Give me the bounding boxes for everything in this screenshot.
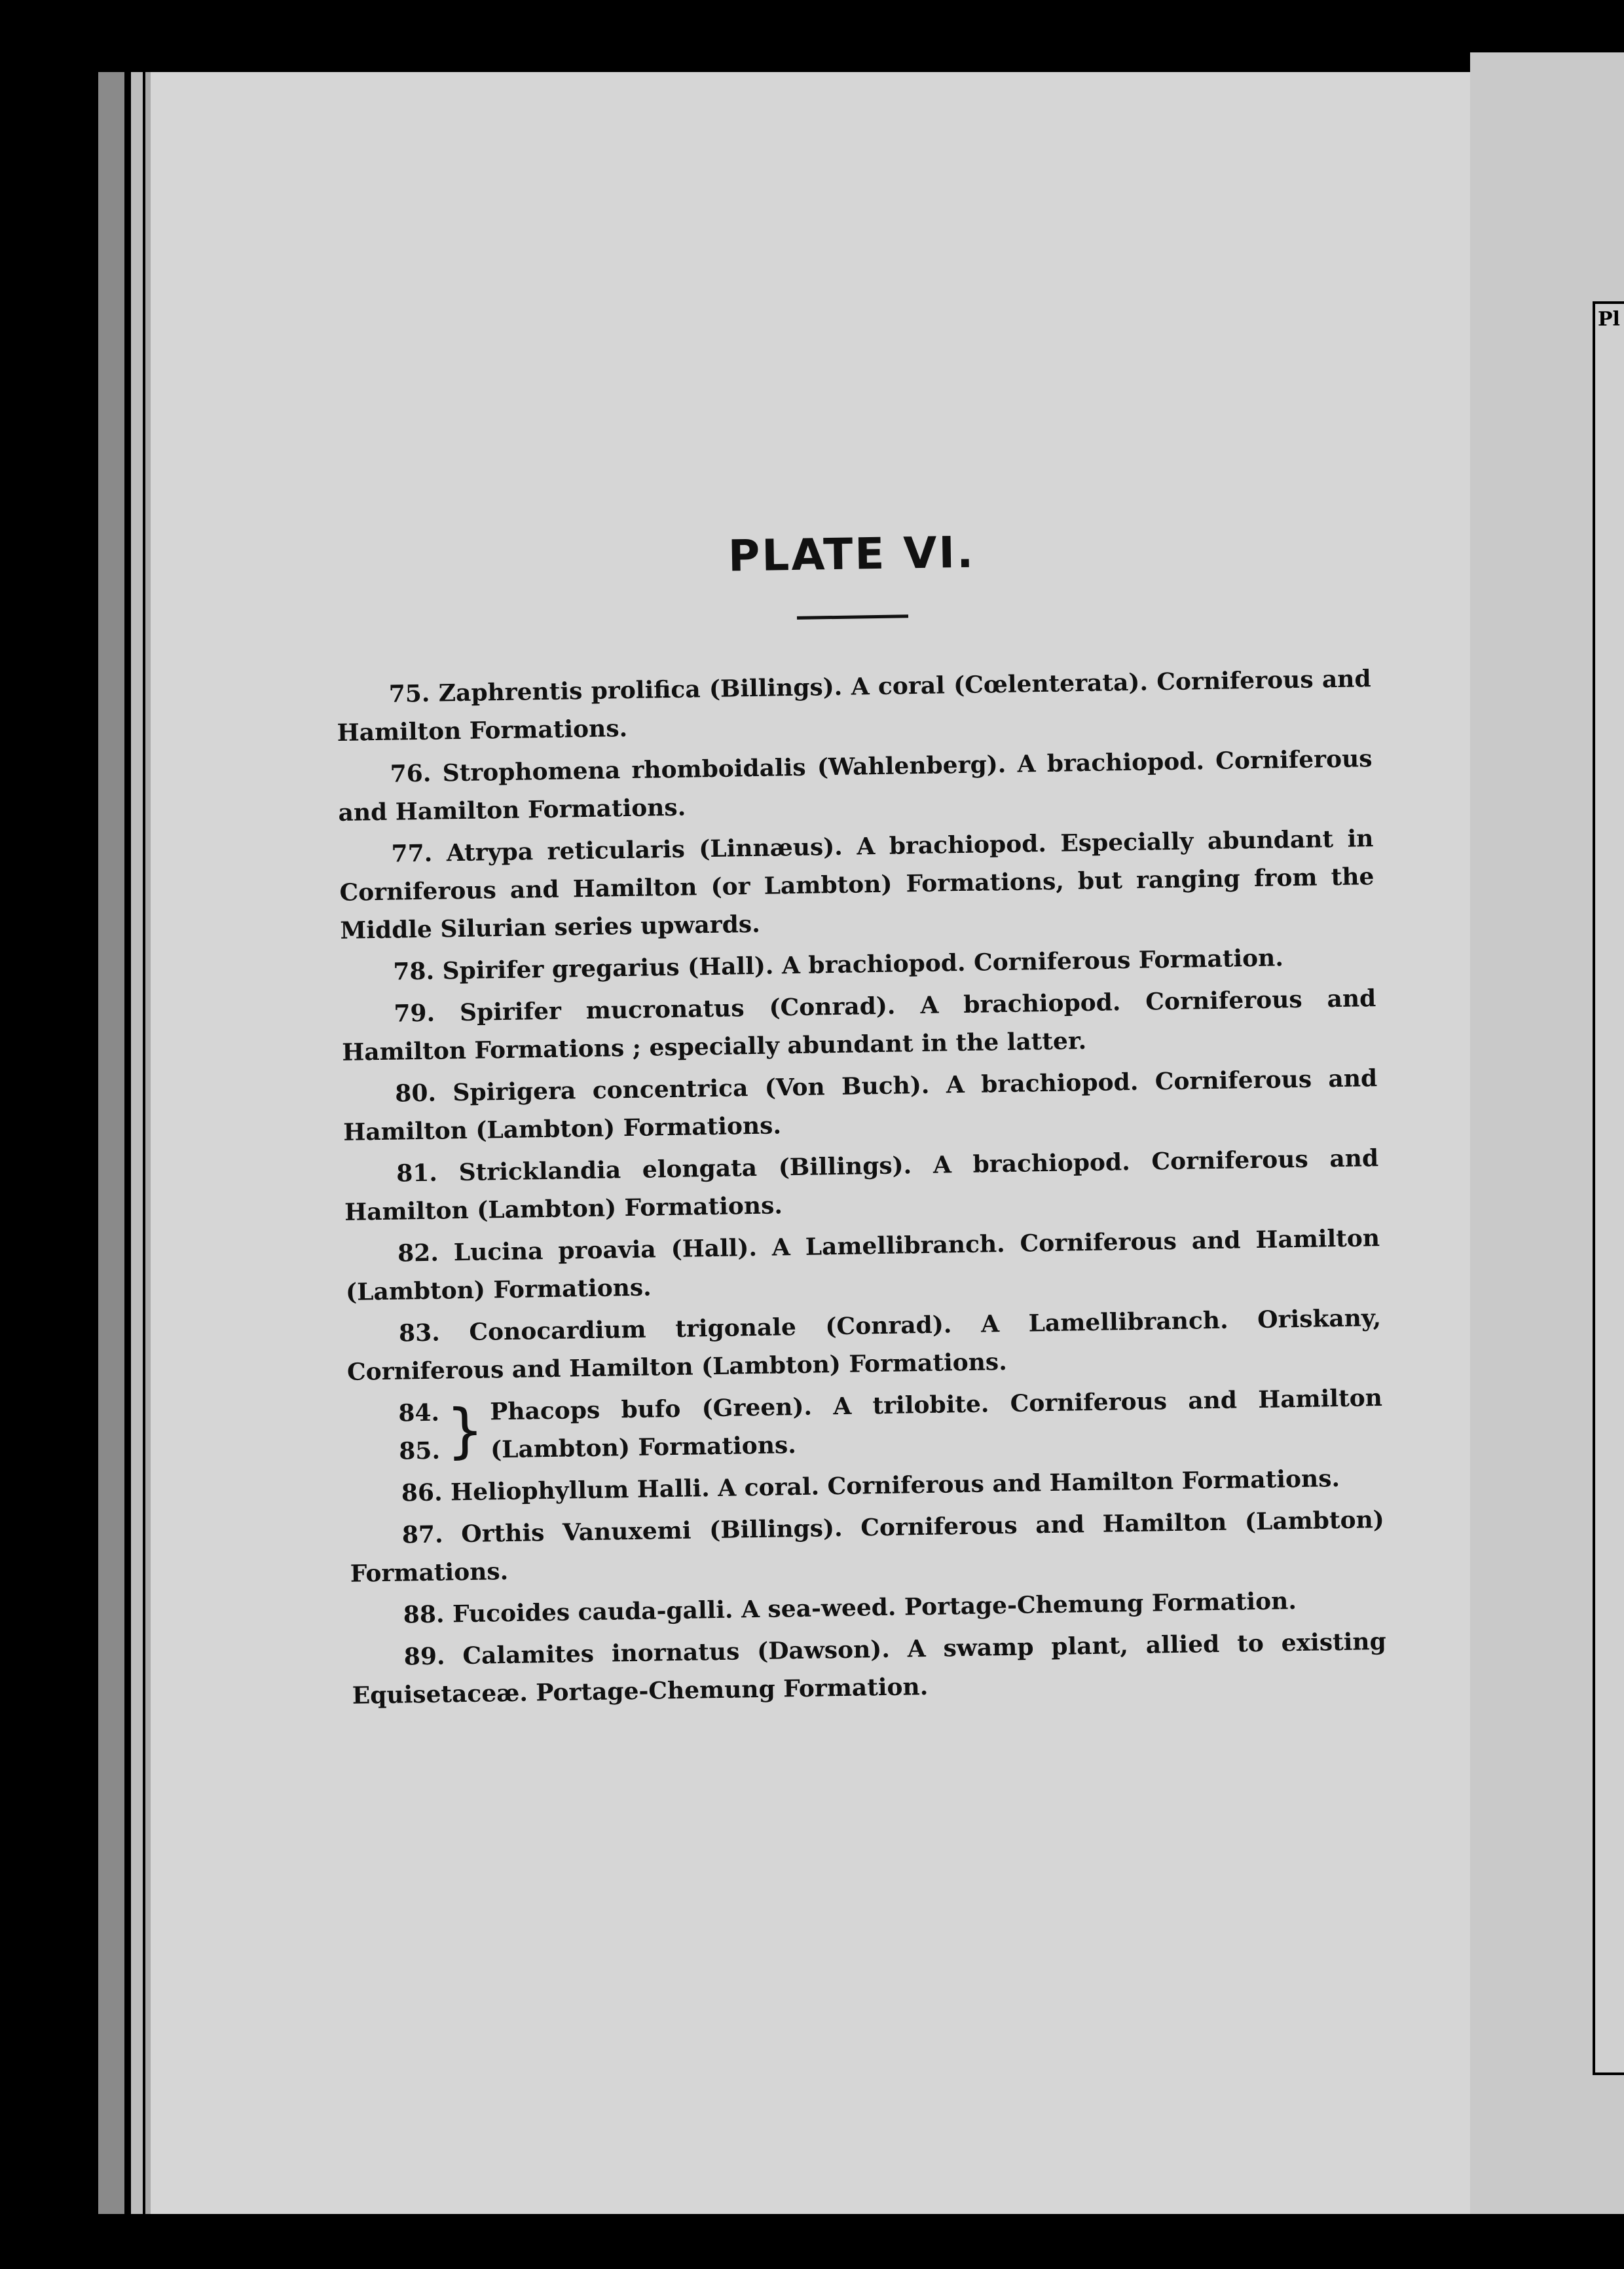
- entry-text: Spirifer mucronatus (Conrad). A brachiopod. Corniferous and Hamilton Formations ; especially abundant in the latter.: [342, 984, 1376, 1066]
- list-item: [339, 819, 1375, 950]
- entry-text: Conocardium trigonale (Conrad). A Lamellibranch. Oriskany, Corniferous and Hamilton (Lambton) Formations.: [346, 1304, 1382, 1386]
- entry-list: [348, 1459, 1387, 1715]
- entry-text: Orthis Vanuxemi (Billings). Corniferous and Hamilton (Lambton) Formations.: [350, 1505, 1385, 1588]
- list-item: [346, 1299, 1382, 1391]
- entry-text: Zaphrentis prolifica (Billings). A coral (Cœlenterata). Corniferous and Hamilton Formations.: [337, 665, 1371, 747]
- plate-caption-block: [334, 521, 1387, 1719]
- entry-text: Strophomena rhomboidalis (Wahlenberg). A brachiopod. Corniferous and Hamilton Formations.: [338, 745, 1373, 827]
- entry-number: 89.: [403, 1642, 445, 1671]
- entry-number: 77.: [391, 839, 433, 868]
- page-title: PLATE VI.: [728, 527, 976, 582]
- entry-text: Fucoides cauda-galli. A sea-weed. Portage-Chemung Formation.: [452, 1587, 1297, 1628]
- entry-number: 82.: [397, 1239, 439, 1267]
- brace-icon: }: [445, 1396, 485, 1466]
- entry-number: 87.: [401, 1520, 443, 1549]
- entry-number: 75.: [388, 679, 430, 708]
- page-edge: [98, 72, 124, 2214]
- entry-number: 83.: [398, 1319, 441, 1347]
- list-item: [344, 1139, 1380, 1231]
- list-item: [342, 1059, 1378, 1152]
- page-edge: [145, 72, 151, 2214]
- entry-number: 85.: [398, 1436, 441, 1465]
- entry-number: 78.: [393, 957, 435, 986]
- entry-list: [336, 660, 1382, 1391]
- list-item: [349, 1501, 1385, 1593]
- entry-text: Atrypa reticularis (Linnæus). A brachiopod. Especially abundant in Corniferous and Hamilton (or Lambton) Formations, but ranging from the Middle Silurian series upwards.: [339, 825, 1375, 945]
- entry-number: 79.: [394, 999, 435, 1028]
- adjacent-page-label: Pl: [1598, 308, 1620, 331]
- list-item: [341, 979, 1377, 1072]
- entry-number: 88.: [403, 1600, 445, 1629]
- entry-number: 84.: [398, 1398, 440, 1427]
- entry-number: 80.: [395, 1079, 437, 1108]
- list-item: [345, 1219, 1381, 1311]
- entry-numbers: [348, 1393, 447, 1471]
- entry-text: Stricklandia elongata (Billings). A brachiopod. Corniferous and Hamilton (Lambton) Formations.: [344, 1144, 1379, 1226]
- entry-number: 81.: [396, 1159, 438, 1188]
- entry-text: Calamites inornatus (Dawson). A swamp plant, allied to existing Equisetaceæ. Portage-Chemung Formation.: [352, 1627, 1387, 1710]
- entry-text: Phacops bufo (Green). A trilobite. Corniferous and Hamilton (Lambton) Formations.: [489, 1384, 1383, 1464]
- entry-text: Heliophyllum Halli. A coral. Corniferous and Hamilton Formations.: [450, 1465, 1340, 1507]
- entry-text: Lucina proavia (Hall). A Lamellibranch. Corniferous and Hamilton (Lambton) Formations.: [345, 1224, 1380, 1306]
- entry-text: Spirifer gregarius (Hall). A brachiopod. Corniferous Formation.: [442, 944, 1284, 985]
- adjacent-page-frame: [1593, 301, 1624, 2075]
- entry-text: Spirigera concentrica (Von Buch). A brachiopod. Corniferous and Hamilton (Lambton) Formations.: [342, 1064, 1378, 1146]
- entry-pair: [348, 1379, 1384, 1471]
- title-rule: [797, 614, 908, 620]
- entry-number: 76.: [390, 759, 432, 788]
- list-item: [336, 660, 1372, 752]
- entry-number: 86.: [401, 1478, 443, 1507]
- page-edge: [131, 72, 143, 2214]
- list-item: [351, 1622, 1387, 1715]
- list-item: [337, 740, 1373, 832]
